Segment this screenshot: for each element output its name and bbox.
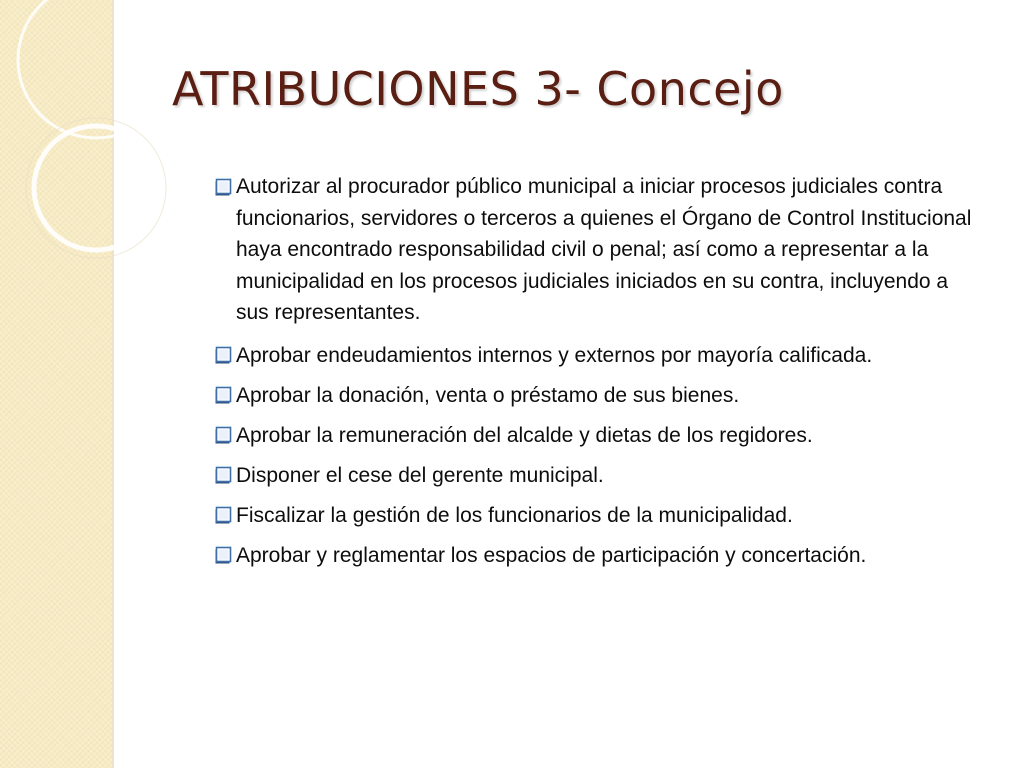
bullet-text: Disponer el cese del gerente municipal. xyxy=(236,463,604,487)
bullet-item xyxy=(214,500,974,532)
bullet-item xyxy=(214,380,974,412)
bullet-item xyxy=(214,340,974,372)
hollow-square-bullet-icon xyxy=(214,500,236,532)
hollow-square-bullet-icon xyxy=(214,171,236,203)
bullet-text: Aprobar y reglamentar los espacios de participación y concertación. xyxy=(236,543,867,567)
bullet-item xyxy=(214,420,974,452)
bullet-text: Aprobar la remuneración del alcalde y dietas de los regidores. xyxy=(236,423,813,447)
bullet-text: Aprobar la donación, venta o préstamo de sus bienes. xyxy=(236,383,740,407)
bullet-item xyxy=(214,540,974,572)
bullet-item xyxy=(214,460,974,492)
hollow-square-bullet-icon xyxy=(214,340,236,372)
bullet-text: Autorizar al procurador público municipal a iniciar procesos judiciales contra funcionarios, servidores o terceros a quienes el Órgano de Control Institucional haya encontrado responsabilidad civil o penal; así como a representar a la municipalidad en los procesos judiciales iniciados en su contra, incluyendo a sus representantes. xyxy=(236,175,972,324)
bullet-item xyxy=(214,171,974,329)
slide-title: ATRIBUCIONES 3- Concejo xyxy=(172,62,784,116)
bullet-text: Fiscalizar la gestión de los funcionarios de la municipalidad. xyxy=(236,503,793,527)
hollow-square-bullet-icon xyxy=(214,540,236,572)
decorative-rings-icon xyxy=(0,0,200,280)
hollow-square-bullet-icon xyxy=(214,420,236,452)
hollow-square-bullet-icon xyxy=(214,380,236,412)
bullet-list xyxy=(214,171,974,580)
hollow-square-bullet-icon xyxy=(214,460,236,492)
bullet-text: Aprobar endeudamientos internos y externos por mayoría calificada. xyxy=(236,343,873,367)
